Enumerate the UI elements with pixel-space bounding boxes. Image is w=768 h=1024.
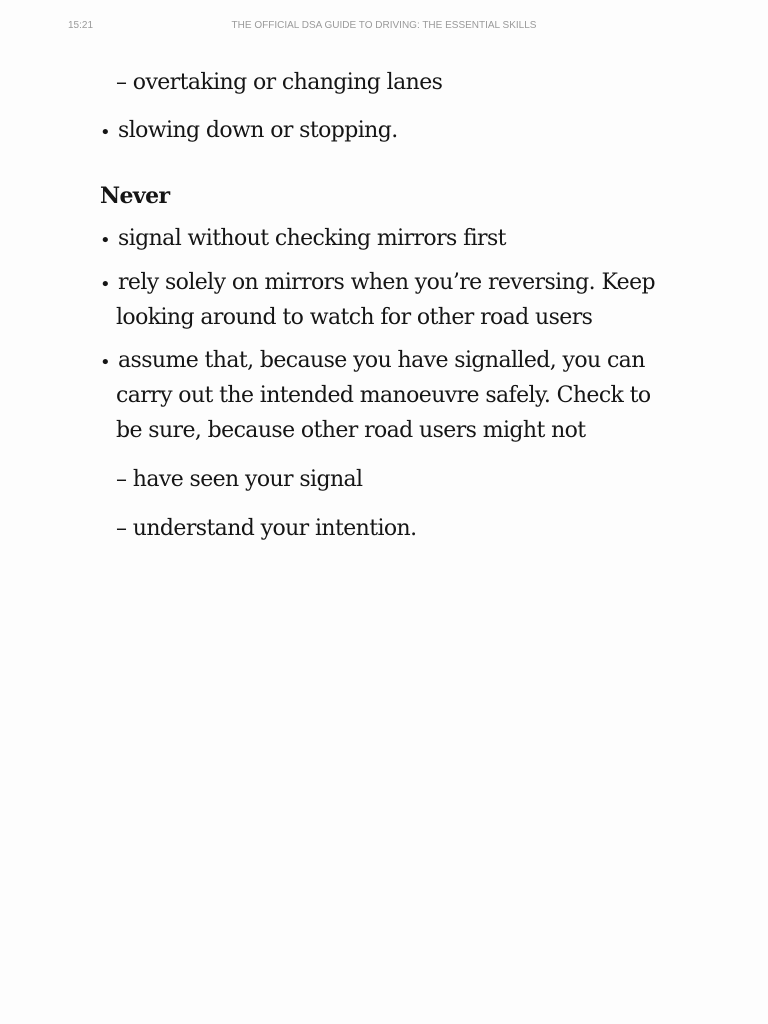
list-item-continuation: carry out the intended manoeuvre safely. Check to xyxy=(116,383,651,408)
list-item: signal without checking mirrors first xyxy=(118,226,506,251)
bullet-icon: • xyxy=(100,230,111,251)
bullet-icon: • xyxy=(100,274,111,295)
clock-time: 15:21 xyxy=(68,20,94,31)
bullet-icon: • xyxy=(100,122,111,143)
list-item: slowing down or stopping. xyxy=(118,118,398,143)
sub-item: – have seen your signal xyxy=(116,467,363,492)
list-item-continuation: looking around to watch for other road users xyxy=(116,305,593,330)
reader-header xyxy=(0,20,768,36)
bullet-icon: • xyxy=(100,352,111,373)
sub-item: – overtaking or changing lanes xyxy=(116,70,443,95)
list-item-continuation: be sure, because other road users might not xyxy=(116,418,586,443)
book-title: THE OFFICIAL DSA GUIDE TO DRIVING: THE ESSENTIAL SKILLS xyxy=(231,20,537,31)
section-heading: Never xyxy=(100,183,170,209)
list-item: rely solely on mirrors when you’re reversing. Keep xyxy=(118,270,656,295)
sub-item: – understand your intention. xyxy=(116,516,417,541)
list-item: assume that, because you have signalled, you can xyxy=(118,348,645,373)
